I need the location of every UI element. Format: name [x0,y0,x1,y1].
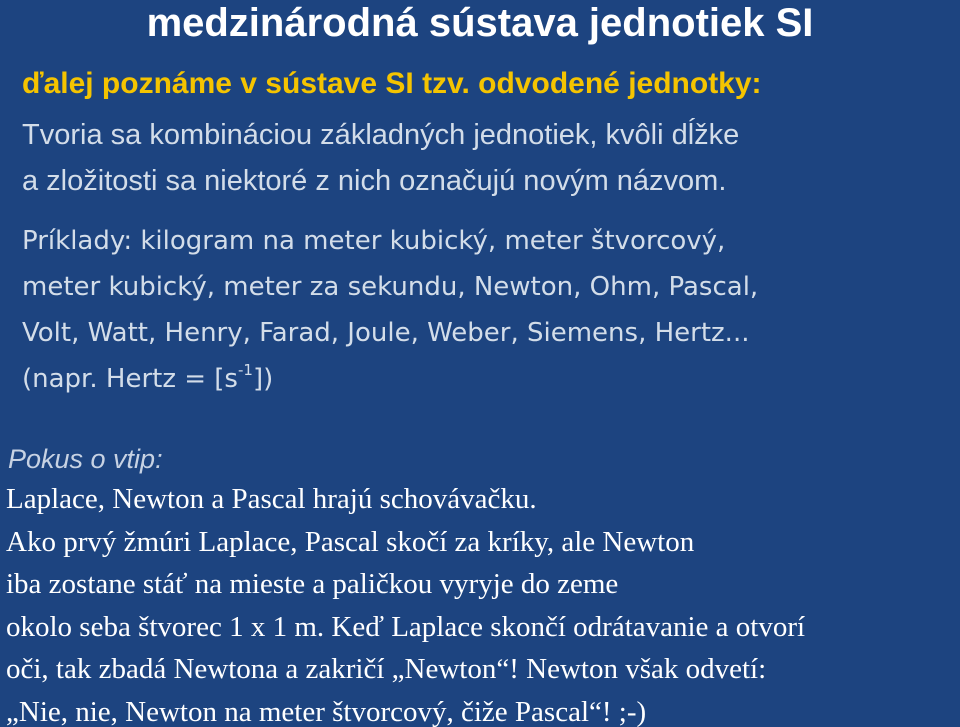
formula-exponent: -1 [237,361,253,380]
joke-label: Pokus o vtip: [8,444,163,474]
examples-paragraph [22,218,758,402]
joke-text [6,478,805,727]
joke-line: iba zostane stáť na mieste a paličkou vyryje do zeme [6,568,619,600]
joke-line: oči, tak zbadá Newtona a zakričí „Newton“! Newton však odvetí: [6,653,767,685]
intro-paragraph [22,112,739,204]
joke-line: Laplace, Newton a Pascal hrajú schovávačku. [6,483,537,515]
formula-prefix: (napr. Hertz = [s [22,364,238,394]
joke-line: okolo seba štvorec 1 x 1 m. Keď Laplace skončí odrátavanie a otvorí [6,610,806,643]
examples-line: Volt, Watt, Henry, Farad, Joule, Weber, Siemens, Hertz... [22,318,750,348]
section-heading: ďalej poznáme v sústave SI tzv. odvodené jednotky: [22,67,762,100]
joke-line: Ako prvý žmúri Laplace, Pascal skočí za kríky, ale Newton [6,525,695,558]
joke-line: „Nie, nie, Newton na meter štvorcový, čiže Pascal“! ;-) [6,695,647,727]
intro-line: a zložitosti sa niektoré z nich označujú novým názvom. [22,165,727,197]
formula-suffix: ]) [252,364,274,394]
hertz-formula [22,356,758,402]
slide-title: medzinárodná sústava jednotiek SI [146,1,814,45]
intro-line: Tvoria sa kombináciou základných jednotiek, kvôli dĺžke [22,119,740,151]
examples-line: Príklady: kilogram na meter kubický, meter štvorcový, [22,226,726,256]
examples-line: meter kubický, meter za sekundu, Newton, Ohm, Pascal, [22,272,759,302]
